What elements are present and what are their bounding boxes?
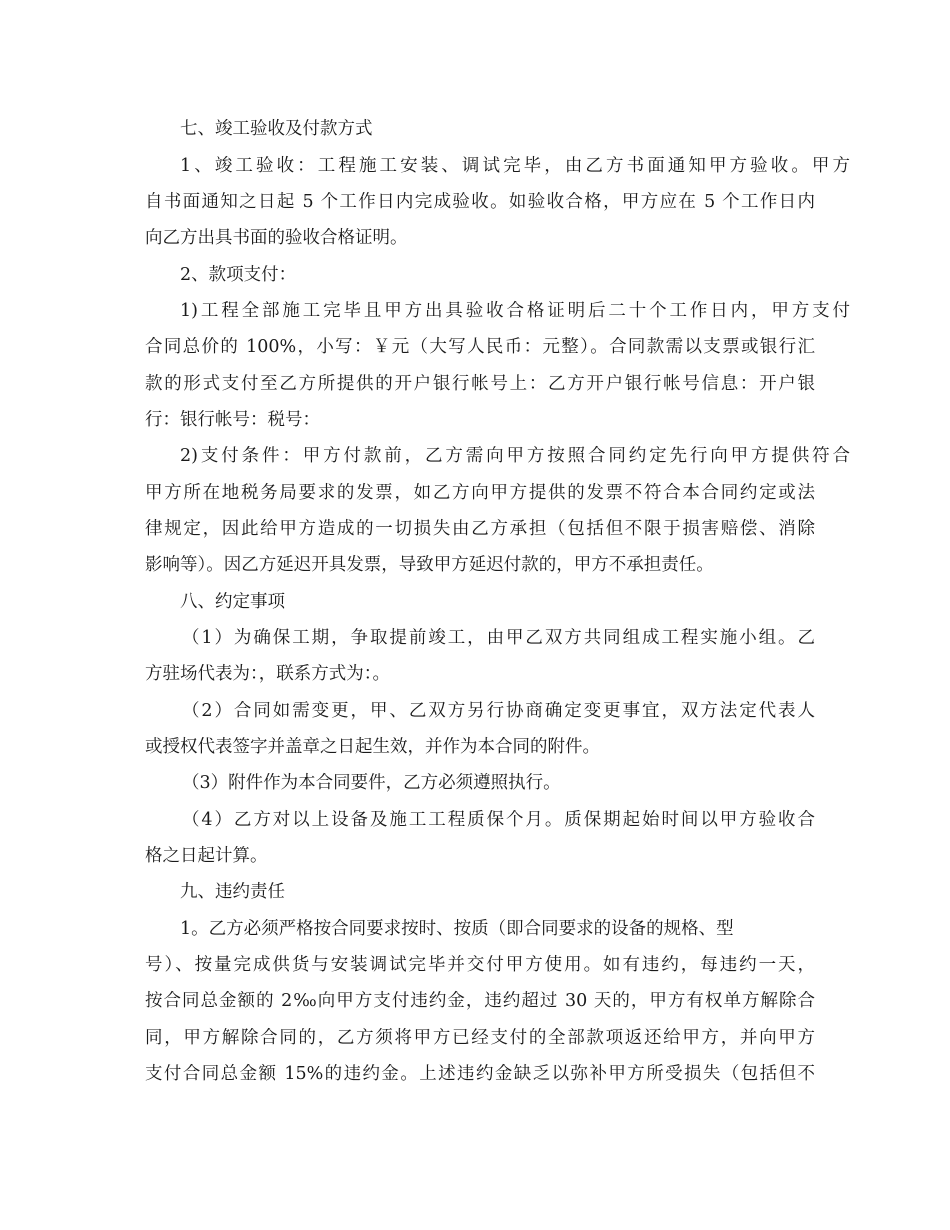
paragraph-line: 同，甲方解除合同的，乙方须将甲方已经支付的全部款项返还给甲方，并向甲方 [145,1028,815,1048]
paragraph-line: 方驻场代表为：，联系方式为：。 [145,664,390,684]
paragraph-line: 甲方所在地税务局要求的发票，如乙方向甲方提供的发票不符合本合同约定或法 [145,483,815,503]
paragraph-line: 款的形式支付至乙方所提供的开户银行帐号上：乙方开户银行帐号信息：开户银 [145,374,815,394]
paragraph-line: 行：银行帐号：税号： [145,410,320,430]
paragraph-line: （2）合同如需变更，甲、乙双方另行协商确定变更事宜，双方法定代表人 [182,701,815,721]
paragraph-line: 号）、按量完成供货与安装调试完毕并交付甲方使用。如有违约，每违约一天， [145,955,815,975]
section-heading-8: 八、约定事项 [180,592,285,612]
section-heading-9: 九、违约责任 [180,882,285,902]
paragraph-line: （1）为确保工期，争取提前竣工，由甲乙双方共同组成工程实施小组。乙 [182,628,815,648]
paragraph-line: 支付合同总金额 15%的违约金。上述违约金缺乏以弥补甲方所受损失（包括但不 [145,1064,815,1084]
paragraph-line: 向乙方出具书面的验收合格证明。 [145,228,408,248]
paragraph-line: 影响等）。因乙方延迟开具发票，导致甲方延迟付款的，甲方不承担责任。 [145,555,714,575]
paragraph-line: 合同总价的 100%，小写：￥元（大写人民币：元整）。合同款需以支票或银行汇 [145,337,815,357]
subsection-heading: 2、款项支付： [180,265,297,285]
section-heading-7: 七、竣工验收及付款方式 [180,119,373,139]
paragraph-line: 格之日起计算。 [145,846,268,866]
paragraph-line: 2)支付条件：甲方付款前，乙方需向甲方按照合同约定先行向甲方提供符合 [180,446,850,466]
paragraph-line: 律规定，因此给甲方造成的一切损失由乙方承担（包括但不限于损害赔偿、消除 [145,519,815,539]
paragraph-line: 1。乙方必须严格按合同要求按时、按质（即合同要求的设备的规格、型 [180,919,734,939]
paragraph-line: 自书面通知之日起 5 个工作日内完成验收。如验收合格，甲方应在 5 个工作日内 [145,192,815,212]
paragraph-line: 按合同总金额的 2‰向甲方支付违约金，违约超过 30 天的，甲方有权单方解除合 [145,991,815,1011]
paragraph-line: 1、竣工验收：工程施工安装、调试完毕，由乙方书面通知甲方验收。甲方 [180,156,850,176]
paragraph-line: 1)工程全部施工完毕且甲方出具验收合格证明后二十个工作日内，甲方支付 [180,301,850,321]
paragraph-line: 或授权代表签字并盖章之日起生效，并作为本合同的附件。 [145,737,600,757]
paragraph-line: （4）乙方对以上设备及施工工程质保个月。质保期起始时间以甲方验收合 [182,810,815,830]
paragraph-line: （3）附件作为本合同要件，乙方必须遵照执行。 [182,773,561,793]
